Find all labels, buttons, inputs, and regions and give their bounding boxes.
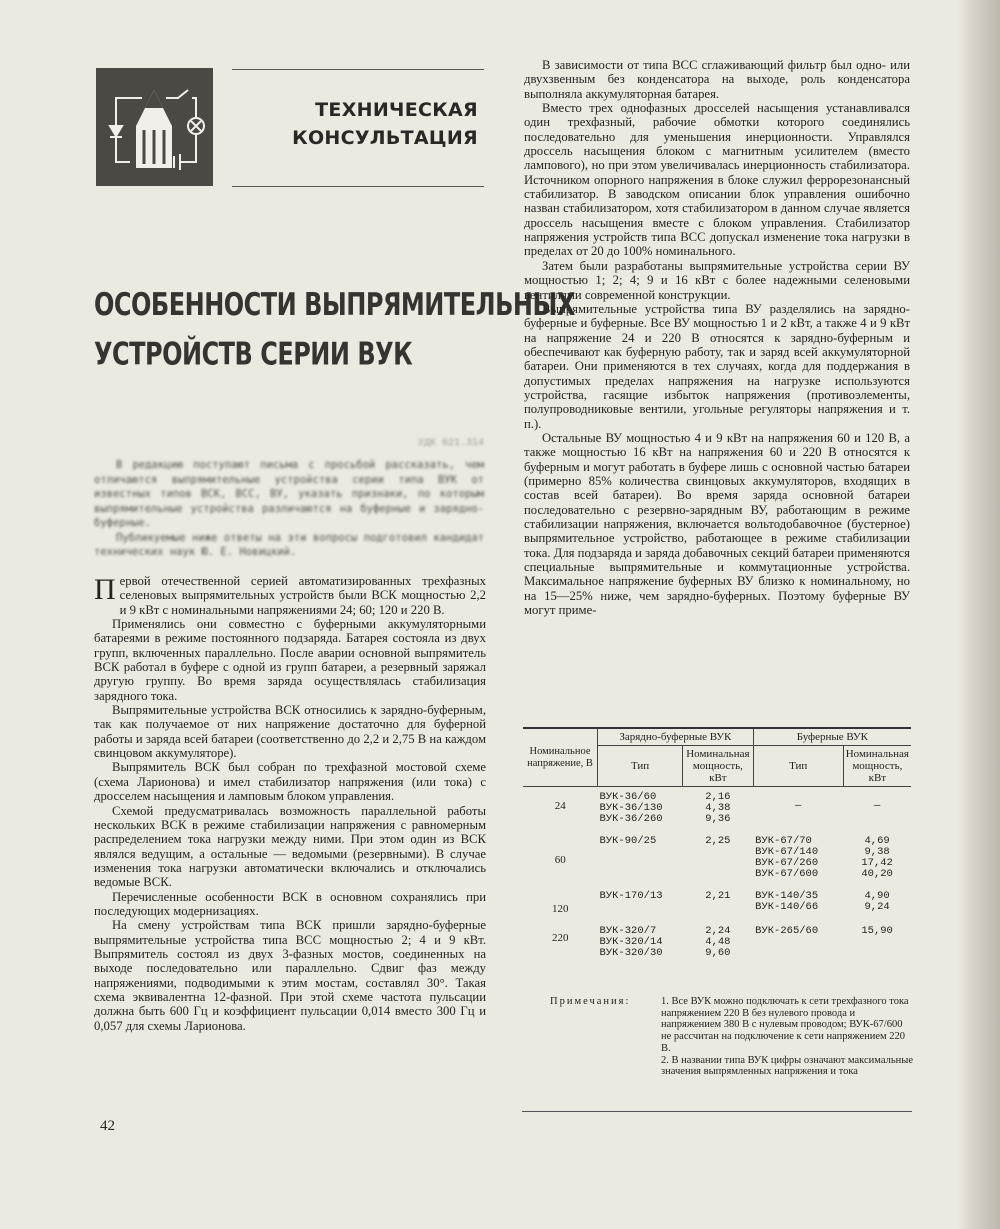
charge-power-cell [683, 787, 754, 832]
type-value: ВУК-90/25 [599, 835, 657, 847]
power-value: 4,38 [705, 802, 731, 814]
article-headline [94, 280, 575, 379]
notes-label: Примечания: [550, 996, 631, 1007]
table-row [523, 886, 911, 921]
header-type: Тип [753, 746, 843, 787]
note-item: 1. Все ВУК можно подключать к сети трехфазного тока напряжением 220 В без нулевого провода и напряжением 380 В с нулевым проводом; ВУК-67/600 не рассчитан на подключение к сети напряжением 220 В. [661, 996, 909, 1054]
power-value: 2,16 [705, 791, 731, 803]
type-value: ВУК-320/14 [599, 936, 663, 948]
header-rule-top [232, 69, 484, 70]
voltage-cell: 120 [552, 903, 569, 915]
power-value: 9,36 [705, 813, 731, 825]
power-value: 4,90 [864, 890, 890, 902]
type-value: ВУК-170/13 [599, 890, 663, 902]
body-paragraph: Применялись они совместно с буферными аккумуляторными батареями в режиме постоянного подзаряда. Батарея состояла из двух групп, включенных параллельно. После аварии основной выпрямитель ВСК работал в буфере с одной из групп батареи, а резервный заряжал другую группу. Во время заряда осуществлялась стабилизация зарядного тока. [94, 617, 486, 703]
voltage-cell: 220 [552, 932, 569, 944]
body-paragraph: Схемой предусматривалась возможность параллельной работы нескольких ВСК в режиме стабилизации напряжения с равномерным распределением тока нагрузки между ними. При этом один из ВСК являлся ведущим, а остальные — ведомыми (резервными). В случае изменения тока нагрузки автоматически включались и отключались ведомые ВСК. [94, 803, 486, 890]
type-value: ВУК-36/60 [599, 791, 657, 803]
section-title [260, 96, 478, 152]
abstract-paragraph: В редакцию поступают письма с просьбой рассказать, чем отличаются выпрямительные устройства серии типа ВУК от известных типов ВСК, ВСС, ВУ, указать признаки, по которым выпрямительные устройства различаются на буферные и зарядно-буферные. [94, 459, 484, 529]
headline-line: УСТРОЙСТВ СЕРИИ ВУК [94, 335, 413, 373]
body-paragraph: Вместо трех однофазных дросселей насыщения устанавливался один трехфазный, рабочие обмотки которого соединялись последовательно для уменьшения инерционности. Управлялся дроссель насыщения блоком с магнитным усилителем (вместо лампового), но при этом увеличивалась инерционность стабилизатора. Источником опорного напряжения в блоке служил феррорезонансный стабилизатор. В заводском описании блок управления ошибочно назван стабилизатором, хотя стабилизатором в данном случае является дроссель насыщения вместе с блоком управления. Стабилизатор напряжения устройств типа ВСС допускал изменение тока нагрузки в пределах от 20 до 100% номинального. [524, 101, 910, 259]
body-paragraph: Выпрямительные устройства ВСК относились к зарядно-буферным, так как получаемое от них напряжение достаточно для буферной работы и заряда всей батареи (соответственно до 2,2 и 2,75 В на каждом свинцовом аккумуляторе). [94, 703, 486, 761]
buffer-power-cell [843, 886, 911, 921]
article-abstract [94, 458, 484, 560]
buffer-power-cell [843, 921, 911, 965]
power-value: 40,20 [861, 868, 893, 880]
section-logo [96, 68, 213, 186]
header-buffer-group: Буферные ВУК [753, 728, 911, 746]
drop-cap: П [94, 573, 116, 606]
buffer-power-cell [843, 831, 911, 886]
type-value: ВУК-67/140 [755, 846, 819, 858]
body-paragraph: На смену устройствам типа ВСК пришли зарядно-буферные выпрямительные устройства типа ВСС мощностью 2; 4 и 9 кВт. Выпрямитель состоял из двух 3-фазных мостов, соединенных на выходе последовательно или параллельно. Сдвиг фаз между напряжениями, подводимыми к этим мостам, составлял 30°. Такая схема эквивалентна 12-фазной. При этой схеме частота пульсации должна быть 600 Гц и коэффициент пульсации 0,014 вместо 300 Гц и 0,057 для схемы Ларионова. [94, 918, 486, 1033]
notes-body [661, 996, 914, 1078]
notes-bottom-rule [522, 1111, 912, 1112]
udk-code: УДК 621.314 [417, 438, 484, 449]
first-paragraph-text: ервой отечественной серией автоматизированных трехфазных селеновых выпрямительных устройств были ВСК мощностью 2,2 и 9 кВт с номинальными напряжениями 24; 60; 120 и 220 В. [119, 574, 486, 617]
power-value: 9,24 [864, 901, 890, 913]
power-value: 4,48 [705, 936, 731, 948]
type-value: — [795, 800, 802, 812]
power-value: 4,69 [864, 835, 890, 847]
table-notes [550, 996, 914, 1078]
buffer-type-cell [753, 886, 843, 921]
buffer-type-cell [753, 831, 843, 886]
body-paragraph: Остальные ВУ мощностью 4 и 9 кВт на напряжения 60 и 120 В, а также мощностью 16 кВт на напряжения 60 и 220 В относятся к буферным и могут работать в буфере лишь с основной частью батареи (примерно 85% количества свинцовых аккумуляторов, входящих в состав всей батареи). Во время заряда основной батареи последовательно с резервно-зарядным ВУ, работающим в режиме стабилизации напряжения, включается вольтодобавочное (бустерное) выпрямительное устройство, работающее в режиме стабилизации тока. Для подзаряда и заряда добавочных секций батареи применяются специальные выпрямительные и коммутационные устройства. Максимальное напряжение буферных ВУ близко к номинальному, но на 15—25% ниже, чем зарядно-буферных. Поэтому буферные ВУ могут приме- [524, 430, 911, 618]
buffer-type-cell [753, 787, 843, 832]
type-value: ВУК-36/130 [599, 802, 663, 814]
body-paragraph [94, 574, 486, 617]
power-value: 2,21 [705, 890, 731, 902]
charge-type-cell [598, 787, 683, 832]
type-value: ВУК-140/35 [755, 890, 819, 902]
pencil-circuit-icon [96, 68, 213, 186]
type-value: ВУК-67/70 [755, 835, 812, 847]
charge-power-cell [683, 886, 754, 921]
left-text-column [94, 574, 486, 1033]
specs-table-container [523, 727, 911, 965]
buffer-type-cell [753, 921, 843, 965]
voltage-cell: 60 [554, 854, 566, 866]
table-row [523, 787, 911, 832]
note-item: 2. В названии типа ВУК цифры означают максимальные значения выпрямленных напряжения и тока [661, 1054, 913, 1078]
table-row [523, 921, 911, 965]
charge-type-cell [598, 921, 683, 965]
type-value: ВУК-265/60 [755, 925, 819, 937]
header-power: Номинальная мощность, кВт [683, 746, 754, 787]
power-value: 2,24 [705, 925, 731, 937]
type-value: ВУК-36/260 [599, 813, 663, 825]
page-gutter-shadow [958, 0, 1000, 1229]
voltage-cell: 24 [554, 800, 566, 812]
table-row [523, 831, 911, 886]
right-text-column [524, 58, 910, 617]
type-value: ВУК-140/66 [755, 901, 819, 913]
power-value: 9,38 [864, 846, 890, 858]
buffer-power-cell [843, 787, 911, 832]
body-paragraph: Перечисленные особенности ВСК в основном сохранялись при последующих модернизациях. [94, 889, 486, 918]
power-value: 15,90 [861, 925, 893, 937]
headline-line: ОСОБЕННОСТИ ВЫПРЯМИТЕЛЬНЫХ [94, 286, 575, 323]
body-paragraph: Выпрямитель ВСК был собран по трехфазной мостовой схеме (схема Ларионова) и имел стабилизатор напряжения (или тока) с дросселем насыщения и ламповым блоком управления. [94, 760, 486, 804]
type-value: ВУК-320/30 [599, 947, 663, 959]
body-paragraph: В зависимости от типа ВСС сглаживающий фильтр был одно- или двухзвенным без конденсатора на выходе, роль конденсатора выполняла аккумуляторная батарея. [524, 58, 910, 101]
section-title-line: КОНСУЛЬТАЦИЯ [292, 127, 478, 149]
charge-power-cell [683, 831, 754, 886]
header-nominal-voltage: Номинальное напряжение, В [523, 728, 598, 787]
power-value: 9,60 [705, 947, 731, 959]
specs-table [523, 727, 911, 965]
header-rule-bottom [232, 186, 484, 187]
section-title-line: ТЕХНИЧЕСКАЯ [315, 99, 478, 121]
charge-type-cell [598, 886, 683, 921]
power-value: 17,42 [861, 857, 893, 869]
type-value: ВУК-320/7 [599, 925, 657, 937]
body-paragraph: Выпрямительные устройства типа ВУ разделялись на зарядно-буферные и буферные. Все ВУ мощностью 1 и 2 кВт, а также 4 и 9 кВт на напряжение 24 и 220 В относятся к зарядно-буферным и обеспечивают как буферную работу, так и заряд всей аккумуляторной батареи. Они применяются в тех случаях, когда для поддержания в допустимых пределах напряжения на нагрузке используются устройства, гасящие избыток напряжения (противоэлементы, полупроводниковые вентили, угольные регуляторы напряжения и т. п.). [524, 301, 910, 431]
charge-type-cell [598, 831, 683, 886]
page-number: 42 [100, 1118, 115, 1134]
type-value: ВУК-67/600 [755, 868, 819, 880]
abstract-paragraph: Публикуемые ниже ответы на эти вопросы подготовил кандидат технических наук Ю. Е. Новицкий. [94, 531, 484, 558]
charge-power-cell [683, 921, 754, 965]
power-value: — [873, 800, 881, 812]
header-type: Тип [598, 746, 683, 787]
type-value: ВУК-67/260 [755, 857, 819, 869]
header-power: Номинальная мощность, кВт [843, 746, 911, 787]
body-paragraph: Затем были разработаны выпрямительные устройства серии ВУ мощностью 1; 2; 4; 9 и 16 кВт с более надежными селеновыми вентилями современной конструкции. [524, 258, 910, 302]
power-value: 2,25 [705, 835, 731, 847]
header-charge-buffer-group: Зарядно-буферные ВУК [598, 728, 754, 746]
